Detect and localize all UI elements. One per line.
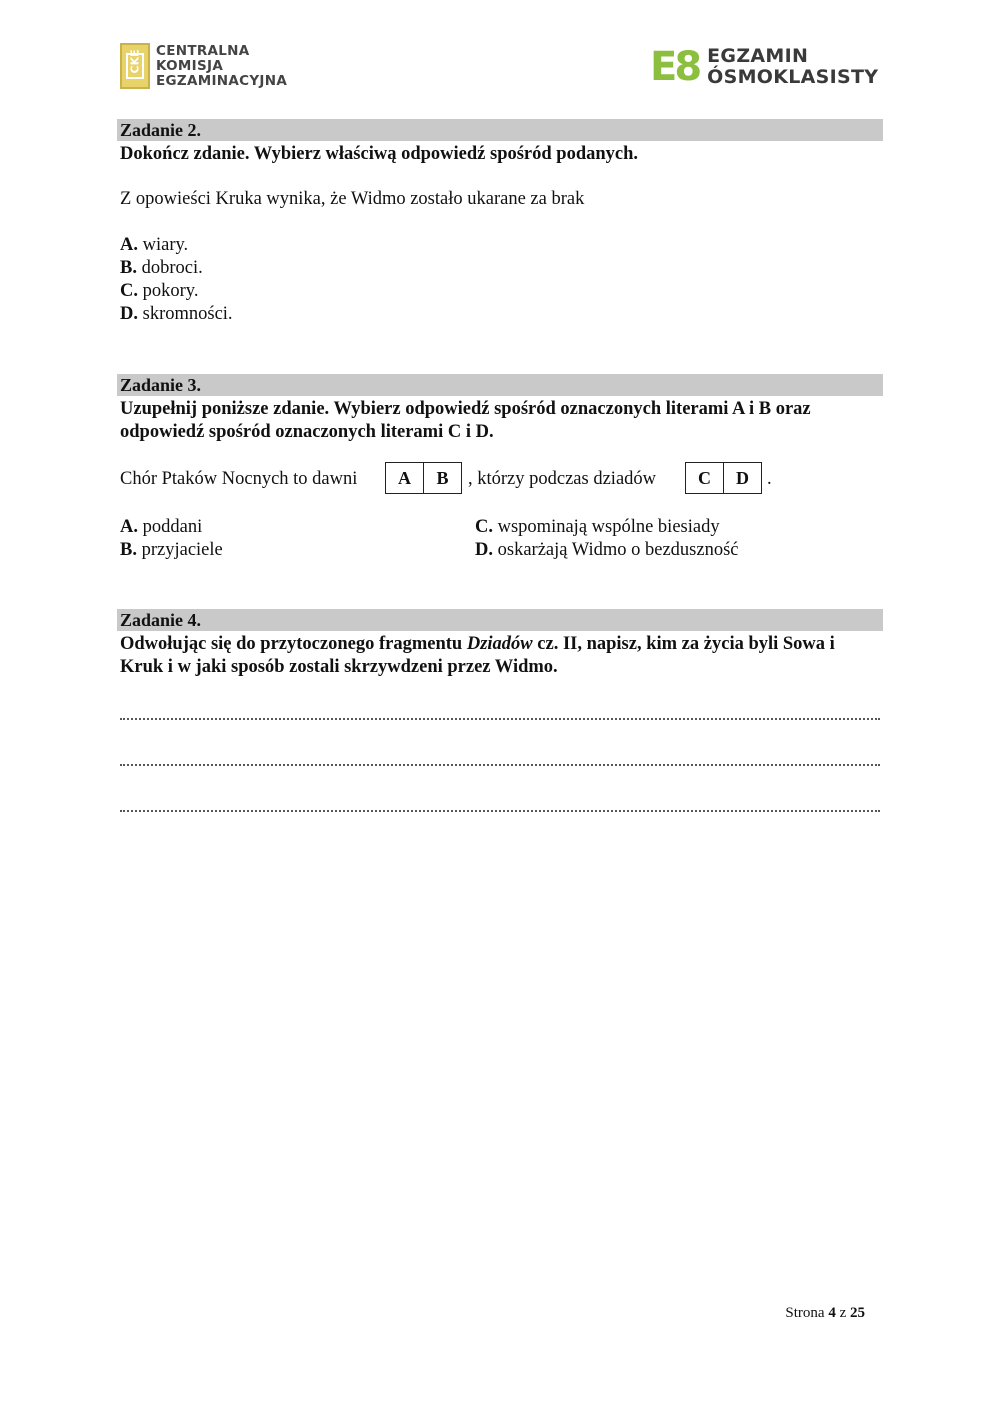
e8-emblem-icon: E8	[650, 44, 700, 90]
task3-sentence-start: Chór Ptaków Nocnych to dawni	[120, 469, 358, 489]
box-option-b[interactable]: B	[423, 463, 461, 493]
task3-option-c[interactable]: C. wspominają wspólne biesiady	[475, 517, 720, 537]
task2-stem: Z opowieści Kruka wynika, że Widmo zostało ukarane za brak	[120, 189, 585, 209]
page-number: Strona 4 z 25	[785, 1305, 865, 1321]
task2-title: Zadanie 2.	[117, 119, 883, 141]
task3-instruction: Uzupełnij poniższe zdanie. Wybierz odpowiedź spośród oznaczonych literami A i B oraz odpowiedź spośród oznaczonych literami C i D.	[120, 399, 811, 442]
task3-option-d[interactable]: D. oskarżają Widmo o bezduszność	[475, 540, 739, 560]
task3-title: Zadanie 3.	[117, 374, 883, 396]
task2-option-c[interactable]: C. pokory.	[120, 281, 199, 301]
task3-sentence-mid: , którzy podczas dziadów	[468, 469, 657, 489]
box-option-c[interactable]: C	[698, 468, 711, 488]
task2-option-b[interactable]: B. dobroci.	[120, 258, 203, 278]
answer-line[interactable]	[120, 806, 880, 812]
e8-logo	[650, 44, 878, 90]
answer-line[interactable]	[120, 760, 880, 766]
task3-option-b[interactable]: B. przyjaciele	[120, 540, 223, 560]
cke-emblem-icon: CKE	[120, 43, 150, 89]
task3-option-a[interactable]: A. poddani	[120, 517, 203, 537]
box-option-d[interactable]: D	[723, 463, 761, 493]
task3-sentence-end: .	[767, 469, 772, 489]
task3-box-cd	[685, 462, 762, 494]
task2-option-a[interactable]: A. wiary.	[120, 235, 189, 255]
task2-option-d[interactable]: D. skromności.	[120, 304, 233, 324]
task3-box-ab	[385, 462, 462, 494]
task4-instruction: Odwołując się do przytoczonego fragmentu Dziadów cz. II, napisz, kim za życia byli Sowa i Kruk i w jaki sposób zostali skrzywdzeni przez Widmo.	[120, 634, 835, 677]
answer-line[interactable]	[120, 714, 880, 720]
box-option-a[interactable]: A	[398, 468, 411, 488]
e8-name: EGZAMIN ÓSMOKLASISTY	[707, 45, 879, 88]
cke-logo	[120, 42, 287, 90]
task2-instruction: Dokończ zdanie. Wybierz właściwą odpowiedź spośród podanych.	[120, 144, 639, 164]
task4-title: Zadanie 4.	[117, 609, 883, 631]
cke-name: CENTRALNA KOMISJA EGZAMINACYJNA	[156, 42, 288, 89]
